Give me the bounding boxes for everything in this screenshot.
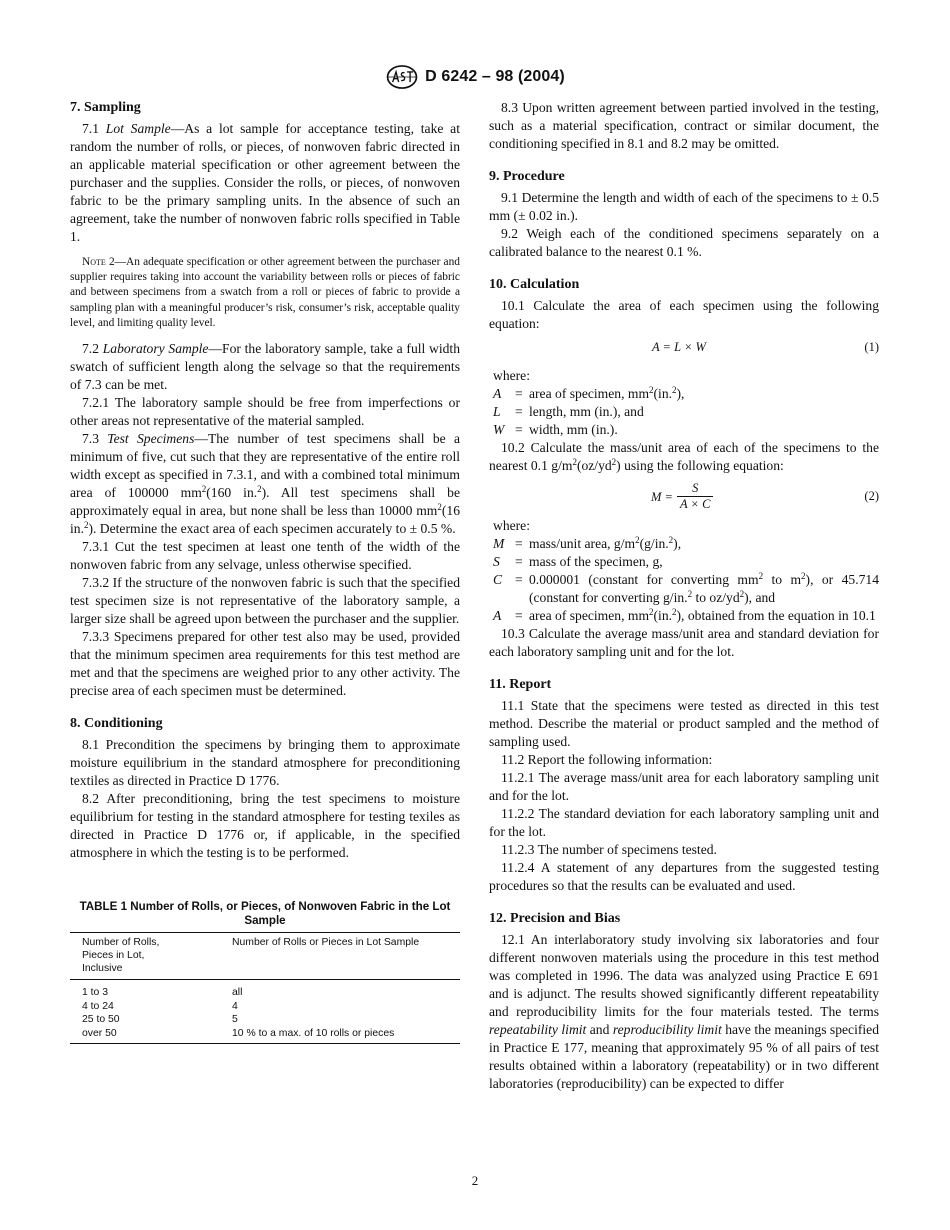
- superscript: 2: [672, 607, 677, 617]
- table-cell: over 50: [82, 1027, 117, 1039]
- def-symbol: S: [493, 554, 500, 569]
- equation-number: (2): [864, 489, 879, 503]
- equation-denominator: A × C: [677, 496, 713, 512]
- def-text-part: 0.000001 (constant for converting mm: [529, 572, 759, 587]
- table-row: [70, 1000, 460, 1014]
- para-text: and: [586, 1022, 613, 1037]
- note-lead: Note 2: [82, 256, 115, 268]
- para-number: 7.2: [82, 341, 103, 357]
- superscript: 2: [739, 589, 745, 599]
- document-designation: D 6242 – 98 (2004): [425, 68, 565, 85]
- def-text-part: to m: [763, 572, 802, 587]
- right-column: [489, 99, 879, 1093]
- para-term: Lot Sample: [105, 121, 171, 136]
- para-term: Test Specimens: [107, 431, 195, 447]
- paragraph-8-1: 8.1 Precondition the specimens by bringing them to approximate moisture equilibrium in the standard atmosphere for preconditioning textiles as directed in Practice D 1776.: [70, 737, 460, 789]
- def-equals: =: [515, 554, 523, 569]
- para-text: ). Determine the exact area of each specimen accurately to ± 0.5 %.: [88, 521, 456, 537]
- def-symbol: L: [493, 404, 501, 419]
- paragraph-7-3-3: 7.3.3 Specimens prepared for other test also may be used, provided that the minimum specimen area requirements for this test method are met and that the specimens are weighed prior to any other activity. The precise area of each specimen must be determined.: [70, 629, 460, 699]
- definition-item: [493, 385, 879, 403]
- paragraph-11-2-1: 11.2.1 The average mass/unit area for each laboratory sampling unit and for the lot.: [489, 770, 879, 803]
- def-text: length, mm (in.), and: [529, 404, 644, 419]
- definitions-list: [493, 385, 879, 439]
- page-header: [0, 62, 950, 92]
- paragraph-8-2: 8.2 After preconditioning, bring the test specimens to moisture equilibrium for testing in the standard atmosphere for testing texiles as directed in Practice D 1776 or, if applicable, in the specified atmosphere in which the testing is to be performed.: [70, 791, 460, 861]
- paragraph-7-3-2: 7.3.2 If the structure of the nonwoven fabric is such that the specified test specimen size is not representative of the laboratory sample, a larger size shall be agreed upon between the purchaser and the supplier.: [70, 575, 460, 627]
- para-text: have the meanings specified in Practice E 177, meaning that approximately 95 % of all pairs of test results obtained within a laboratory (repeatability) or in two different laboratories (reproducibility) can be expected to differ: [489, 1022, 879, 1091]
- superscript: 2: [611, 457, 617, 467]
- para-term: Laboratory Sample: [102, 341, 209, 357]
- para-text: —As a lot sample for acceptance testing, take at random the number of rolls, or pieces, of nonwoven fabric directed in an applicable material specification or other agreement between the purchaser and the supplies. Consider the rolls, or pieces, of nonwoven fabric to be the primary sampling units. In the absence of such an agreement, take the number of nonwoven fabric rolls specified in Table 1.: [70, 121, 460, 244]
- para-text: ). All test specimens shall be approximately equal in area, but none shall be less than 10000 mm: [70, 485, 461, 519]
- definition-item: [493, 571, 879, 607]
- def-text: [529, 607, 879, 625]
- superscript: 2: [437, 502, 442, 513]
- def-equals: =: [515, 422, 523, 437]
- para-text: (160 in.: [206, 485, 258, 501]
- paragraph-11-2-4: 11.2.4 A statement of any departures from the suggested testing procedures so that the results can be evaluated and used.: [489, 860, 879, 893]
- para-text: (16 in.: [70, 503, 460, 537]
- astm-logo-icon: [385, 64, 419, 90]
- section-heading: 10. Calculation: [489, 277, 580, 292]
- paragraph-10-2: [489, 439, 879, 475]
- table-row: [70, 980, 460, 1000]
- paragraph-7-1: [70, 120, 460, 246]
- def-text-part: ), obtained from the equation in 10.1: [676, 608, 876, 623]
- def-symbol: M: [493, 536, 505, 551]
- table-title: TABLE 1 Number of Rolls, or Pieces, of Nonwoven Fabric in the Lot Sample: [79, 900, 451, 928]
- paragraph-7-2: [70, 340, 460, 394]
- def-equals: =: [515, 572, 523, 587]
- table-header-cell: Number of Rolls or Pieces in Lot Sample: [232, 937, 420, 949]
- def-text: mass of the specimen, g,: [529, 554, 663, 569]
- definition-item: [493, 607, 879, 625]
- def-text: [529, 535, 879, 553]
- def-text-part: area of specimen, mm: [529, 608, 650, 623]
- paragraph-9-2: 9.2 Weigh each of the conditioned specimens separately on a calibrated balance to the nearest 0.1 %.: [489, 226, 879, 259]
- def-text: width, mm (in.).: [529, 422, 618, 437]
- table-header-cell: Number of Rolls, Pieces in Lot, Inclusive: [82, 937, 160, 975]
- paragraph-7-3: [70, 430, 460, 538]
- table-row: [70, 1013, 460, 1027]
- superscript: 2: [672, 385, 677, 395]
- section-heading: 9. Procedure: [489, 169, 565, 184]
- table-cell: 25 to 50: [82, 1014, 120, 1026]
- superscript: 2: [83, 520, 89, 531]
- def-text-part: ), or 45.714 (constant for converting g/in.: [529, 572, 879, 605]
- def-text-part: ),: [676, 386, 685, 401]
- paragraph-8-3: 8.3 Upon written agreement between partied involved in the testing, such as a material specification, contract or similar document, the conditioning specified in 8.1 and 8.2 may be omitted.: [489, 100, 879, 151]
- paragraph-11-2: 11.2 Report the following information:: [501, 752, 713, 767]
- def-equals: =: [515, 404, 523, 419]
- equation-1: [489, 333, 879, 359]
- def-equals: =: [515, 608, 523, 623]
- definition-item: [493, 421, 879, 439]
- paragraph-11-2-2: 11.2.2 The standard deviation for each laboratory sampling unit and for the lot.: [489, 806, 879, 839]
- def-symbol: C: [493, 572, 503, 587]
- def-text-part: (g/in.: [639, 536, 669, 551]
- superscript: 2: [758, 571, 764, 581]
- equation-lhs: M =: [651, 489, 673, 504]
- superscript: 2: [649, 385, 654, 395]
- equation-number: (1): [864, 340, 879, 354]
- para-text: 10.2 Calculate the mass/unit area of each of the specimens to the nearest 0.1 g/m: [489, 440, 879, 473]
- para-number: 7.3: [82, 431, 108, 447]
- superscript: 2: [572, 457, 577, 467]
- para-term: repeatability limit: [489, 1022, 587, 1037]
- note-2: [70, 255, 460, 331]
- paragraph-12-1: [489, 931, 879, 1093]
- definitions-list: [493, 535, 879, 625]
- para-number: 7.1: [82, 121, 106, 136]
- definition-item: [493, 535, 879, 553]
- superscript: 2: [201, 484, 207, 495]
- section-heading: 7. Sampling: [70, 100, 141, 115]
- para-text: —The number of test specimens shall be a minimum of five, cut such that they are representative of the entire roll width except as specified in 7.3.1, and with a combined total minimum area of 100000 mm: [70, 431, 460, 501]
- equation-2: [489, 475, 879, 513]
- definition-item: [493, 403, 879, 421]
- superscript: 2: [257, 484, 262, 495]
- definition-item: [493, 553, 879, 571]
- paragraph-11-1: 11.1 State that the specimens were tested as directed in this test method. Describe the material or product sampled and the method of sampling used.: [489, 698, 879, 749]
- paragraph-10-1: 10.1 Calculate the area of each specimen using the following equation:: [489, 298, 879, 331]
- def-text: [529, 385, 879, 403]
- def-symbol: A: [493, 608, 502, 623]
- table-cell: all: [232, 987, 243, 999]
- equation-expression: A = L × W: [652, 340, 706, 354]
- def-text-part: area of specimen, mm: [529, 386, 650, 401]
- superscript: 2: [801, 571, 806, 581]
- table-cell: 5: [232, 1014, 238, 1026]
- def-text-part: mass/unit area, g/m: [529, 536, 636, 551]
- table-cell: 10 % to a max. of 10 rolls or pieces: [232, 1027, 395, 1039]
- def-text-part: (in.: [653, 386, 673, 401]
- page-number: 2: [471, 1173, 479, 1188]
- where-label: where:: [493, 368, 530, 383]
- paragraph-11-2-3: 11.2.3 The number of specimens tested.: [501, 842, 717, 857]
- para-term: reproducibility limit: [612, 1022, 722, 1037]
- table-row: [70, 1027, 460, 1044]
- def-text-part: to oz/yd: [692, 590, 740, 605]
- superscript: 2: [668, 535, 674, 545]
- equation-numerator: S: [692, 481, 699, 495]
- note-text: —An adequate specification or other agreement between the purchaser and supplier requires taking into account the variability between rolls or pieces of fabric and between specimens from a swatch from a roll or pieces of fabric to provide a sampling plan with a meaningful producer’s risk, consumer’s risk, acceptable quality level, and limiting quality level.: [70, 256, 460, 329]
- def-symbol: A: [493, 386, 502, 401]
- superscript: 2: [635, 535, 640, 545]
- section-heading: 11. Report: [489, 677, 552, 692]
- paragraph-10-3: 10.3 Calculate the average mass/unit area and standard deviation for each laboratory sampling unit and for the lot.: [489, 626, 879, 659]
- section-heading: 12. Precision and Bias: [489, 911, 621, 926]
- para-text: ) using the following equation:: [616, 458, 784, 473]
- def-symbol: W: [493, 422, 505, 437]
- def-equals: =: [515, 386, 523, 401]
- def-text-part: ), and: [744, 590, 776, 605]
- para-text: 12.1 An interlaboratory study involving six laboratories and four different nonwoven materials using the procedure in this test method was completed in 1996. The data was analyzed using Practice E 691 and is adjunct. The results showed significantly different repeatability and reproducibility limits for the four materials tested. The terms: [489, 932, 879, 1019]
- paragraph-7-2-1: 7.2.1 The laboratory sample should be free from imperfections or other areas not representative of the material sampled.: [70, 395, 460, 429]
- superscript: 2: [649, 607, 654, 617]
- table-cell: 1 to 3: [82, 987, 108, 999]
- table-header-row: [70, 933, 460, 980]
- def-text-part: ),: [673, 536, 682, 551]
- table-cell: 4: [232, 1000, 238, 1012]
- para-text: (oz/yd: [576, 458, 612, 473]
- table-1: [70, 932, 460, 1044]
- def-text-part: (in.: [653, 608, 673, 623]
- def-equals: =: [515, 536, 523, 551]
- where-label: where:: [493, 518, 530, 533]
- para-text: —For the laboratory sample, take a full width swatch of sufficient length along the selvage so that the requirements of 7.3 can be met.: [70, 341, 460, 393]
- table-cell: 4 to 24: [82, 1000, 114, 1012]
- left-column: [70, 99, 460, 1044]
- superscript: 2: [687, 589, 693, 599]
- paragraph-9-1: 9.1 Determine the length and width of each of the specimens to ± 0.5 mm (± 0.02 in.).: [489, 190, 879, 223]
- paragraph-7-3-1: 7.3.1 Cut the test specimen at least one tenth of the width of the nonwoven fabric from any selvage, unless otherwise specified.: [70, 539, 460, 573]
- section-heading: 8. Conditioning: [70, 716, 163, 732]
- def-text: [529, 571, 879, 607]
